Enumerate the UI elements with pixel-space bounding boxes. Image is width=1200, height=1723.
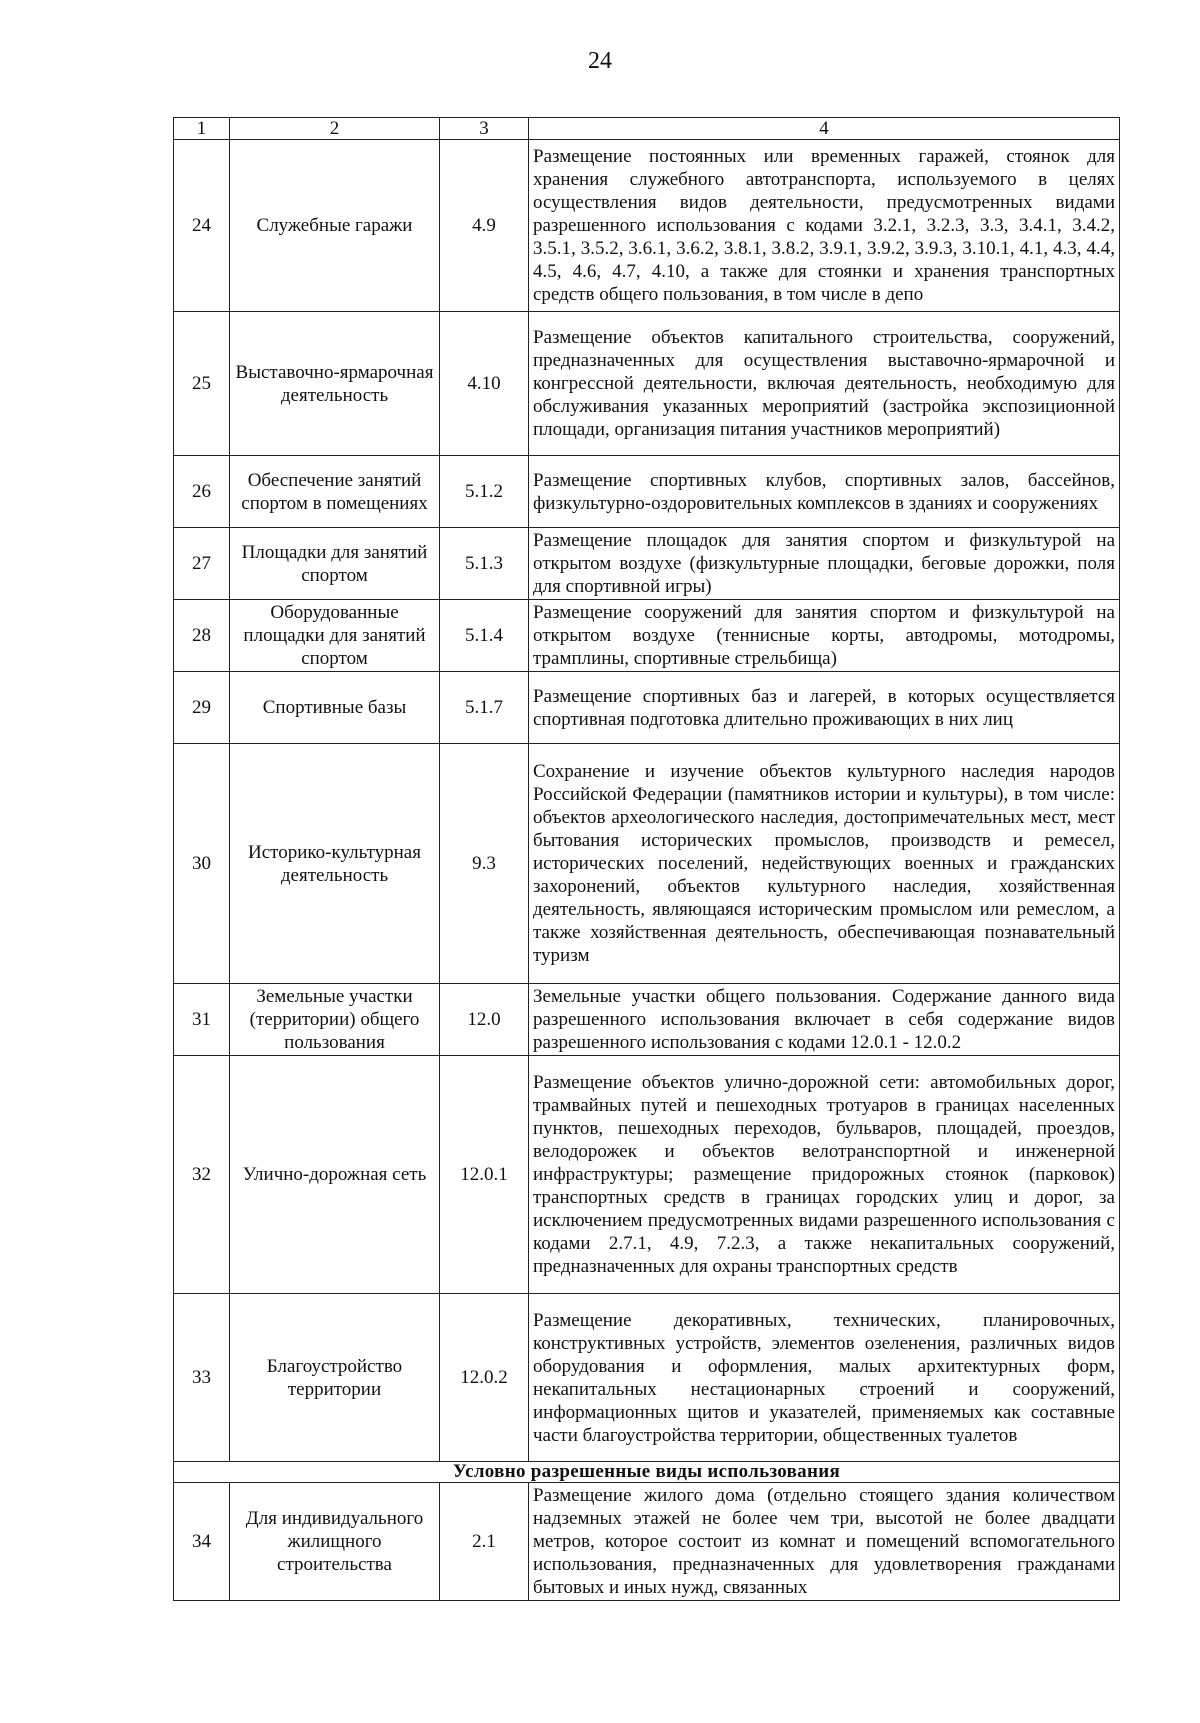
use-type-code: 4.10 (440, 312, 529, 456)
use-type-description: Размещение постоянных или временных гаражей, стоянок для хранения служебного автотранспорта, используемого в целях осуществления видов деятельности, предусмотренных видами разрешенного использования с кодами 3.2.1, 3.2.3, 3.3, 3.4.1, 3.4.2, 3.5.1, 3.5.2, 3.6.1, 3.6.2, 3.8.1, 3.8.2, 3.9.1, 3.9.2, 3.9.3, 3.10.1, 4.1, 4.3, 4.4, 4.5, 4.6, 4.7, 4.10, а также для стоянки и хранения транспортных средств общего пользования, в том числе в депо (529, 140, 1120, 312)
table-row (174, 744, 1120, 984)
use-type-name: Обеспечение занятий спортом в помещениях (230, 456, 440, 528)
use-type-code: 9.3 (440, 744, 529, 984)
table-row (174, 1483, 1120, 1601)
table-row (174, 312, 1120, 456)
row-number: 28 (174, 600, 230, 672)
table-row (174, 1294, 1120, 1462)
use-type-name: Площадки для занятий спортом (230, 528, 440, 600)
section-title: Условно разрешенные виды использования (174, 1462, 1120, 1483)
use-type-description: Размещение объектов капитального строительства, сооружений, предназначенных для осуществления выставочно-ярмарочной и конгрессной деятельности, включая деятельность, необходимую для обслуживания указанных мероприятий (застройка экспозиционной площади, организация питания участников мероприятий) (529, 312, 1120, 456)
use-type-name: Земельные участки (территории) общего пользования (230, 984, 440, 1056)
use-type-code: 12.0.2 (440, 1294, 529, 1462)
table-row (174, 984, 1120, 1056)
use-type-code: 12.0 (440, 984, 529, 1056)
use-type-name: Служебные гаражи (230, 140, 440, 312)
column-number: 3 (440, 118, 529, 140)
table-row (174, 1056, 1120, 1294)
use-type-description: Размещение декоративных, технических, планировочных, конструктивных устройств, элементов озеленения, различных видов оборудования и оформления, малых архитектурных форм, некапитальных нестационарных строений и сооружений, информационных щитов и указателей, применяемых как составные части благоустройства территории, общественных туалетов (529, 1294, 1120, 1462)
row-number: 34 (174, 1483, 230, 1601)
row-number: 26 (174, 456, 230, 528)
use-type-name: Улично-дорожная сеть (230, 1056, 440, 1294)
row-number: 27 (174, 528, 230, 600)
column-number: 1 (174, 118, 230, 140)
use-type-name: Для индивидуального жилищного строительства (230, 1483, 440, 1601)
use-type-code: 4.9 (440, 140, 529, 312)
use-type-description: Земельные участки общего пользования. Содержание данного вида разрешенного использования включает в себя содержание видов разрешенного использования с кодами 12.0.1 - 12.0.2 (529, 984, 1120, 1056)
use-type-name: Историко-культурная деятельность (230, 744, 440, 984)
use-type-name: Выставочно-ярмарочная деятельность (230, 312, 440, 456)
use-type-code: 5.1.4 (440, 600, 529, 672)
table-row (174, 456, 1120, 528)
use-type-code: 5.1.2 (440, 456, 529, 528)
use-type-description: Размещение объектов улично-дорожной сети: автомобильных дорог, трамвайных путей и пешеходных тротуаров в границах населенных пунктов, пешеходных переходов, бульваров, площадей, проездов, велодорожек и объектов велотранспортной и инженерной инфраструктуры; размещение придорожных стоянок (парковок) транспортных средств в границах городских улиц и дорог, за исключением предусмотренных видами разрешенного использования с кодами 2.7.1, 4.9, 7.2.3, а также некапитальных сооружений, предназначенных для охраны транспортных средств (529, 1056, 1120, 1294)
use-type-description: Размещение спортивных баз и лагерей, в которых осуществляется спортивная подготовка длительно проживающих в них лиц (529, 672, 1120, 744)
use-type-code: 5.1.3 (440, 528, 529, 600)
use-type-description: Размещение спортивных клубов, спортивных залов, бассейнов, физкультурно-оздоровительных комплексов в зданиях и сооружениях (529, 456, 1120, 528)
use-type-code: 2.1 (440, 1483, 529, 1601)
land-use-table (173, 117, 1120, 1601)
table-row (174, 672, 1120, 744)
use-type-description: Размещение площадок для занятия спортом и физкультурой на открытом воздухе (физкультурные площадки, беговые дорожки, поля для спортивной игры) (529, 528, 1120, 600)
row-number: 32 (174, 1056, 230, 1294)
page-number: 24 (588, 48, 612, 74)
column-number: 2 (230, 118, 440, 140)
use-type-name: Оборудованные площадки для занятий спортом (230, 600, 440, 672)
row-number: 30 (174, 744, 230, 984)
row-number: 29 (174, 672, 230, 744)
use-type-code: 12.0.1 (440, 1056, 529, 1294)
use-type-code: 5.1.7 (440, 672, 529, 744)
row-number: 24 (174, 140, 230, 312)
use-type-description: Размещение жилого дома (отдельно стоящего здания количеством надземных этажей не более чем три, высотой не более двадцати метров, которое состоит из комнат и помещений вспомогательного использования, предназначенных для удовлетворения гражданами бытовых и иных нужд, связанных (529, 1483, 1120, 1601)
column-number: 4 (529, 118, 1120, 140)
row-number: 25 (174, 312, 230, 456)
table-row (174, 140, 1120, 312)
use-type-description: Размещение сооружений для занятия спортом и физкультурой на открытом воздухе (теннисные корты, автодромы, мотодромы, трамплины, спортивные стрельбища) (529, 600, 1120, 672)
row-number: 33 (174, 1294, 230, 1462)
section-header-row (174, 1462, 1120, 1483)
table-row (174, 528, 1120, 600)
row-number: 31 (174, 984, 230, 1056)
use-type-name: Благоустройство территории (230, 1294, 440, 1462)
column-number-row (174, 118, 1120, 140)
use-type-description: Сохранение и изучение объектов культурного наследия народов Российской Федерации (памятников истории и культуры), в том числе: объектов археологического наследия, достопримечательных мест, мест бытования исторических промыслов, производств и ремесел, исторических поселений, недействующих военных и гражданских захоронений, объектов культурного наследия, хозяйственная деятельность, являющаяся историческим промыслом или ремеслом, а также хозяйственная деятельность, обеспечивающая познавательный туризм (529, 744, 1120, 984)
use-type-name: Спортивные базы (230, 672, 440, 744)
table-row (174, 600, 1120, 672)
